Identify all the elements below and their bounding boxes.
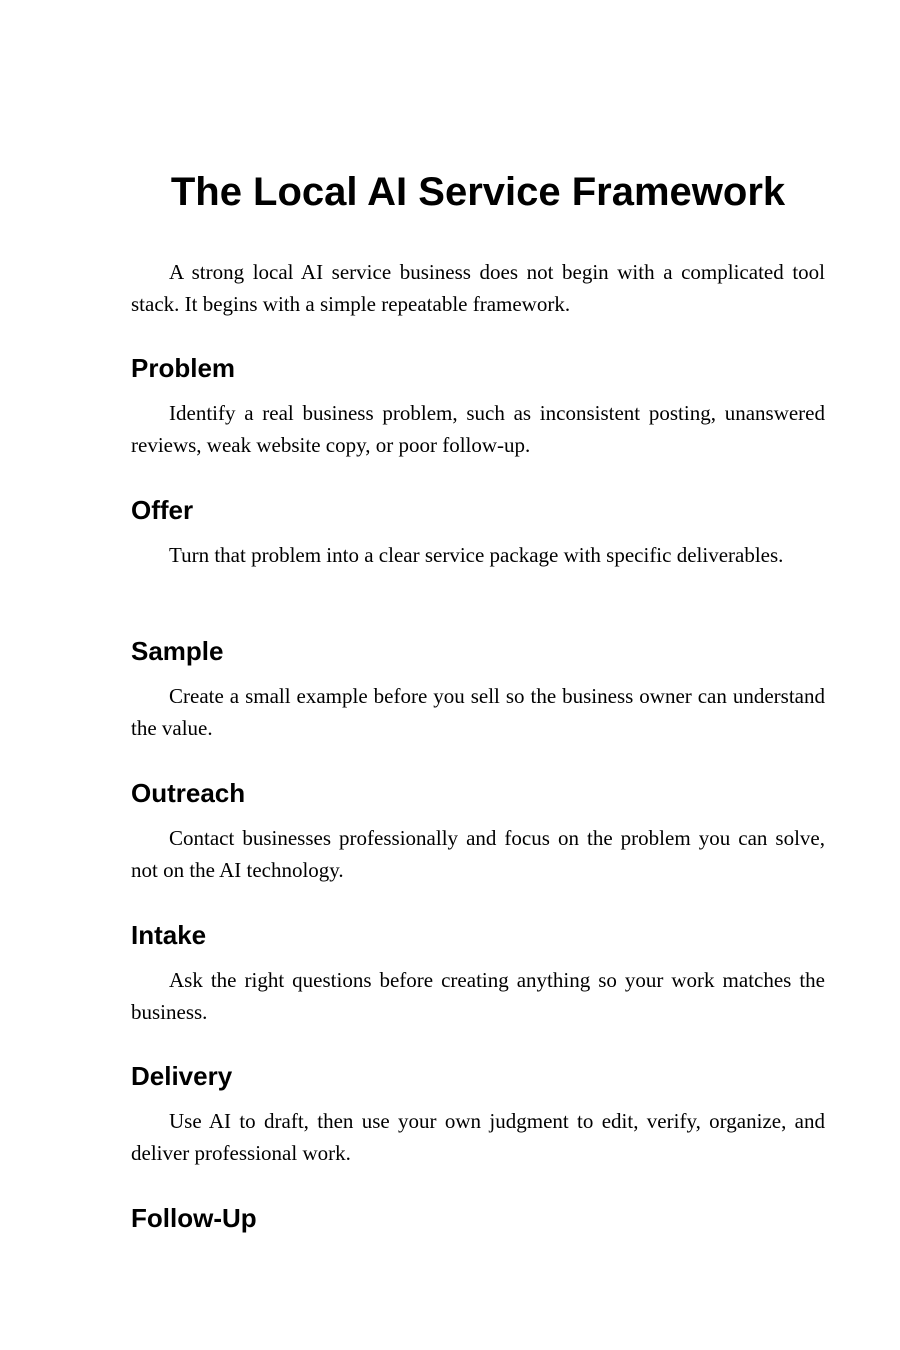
framework-sections: [131, 351, 825, 1343]
section-heading: Sample: [131, 636, 224, 667]
page-title: The Local AI Service Framework: [170, 170, 786, 214]
section-delivery: [131, 1059, 825, 1201]
section-paragraph: Ask the right questions before creating anything so your work matches the business.: [131, 967, 825, 1024]
section-heading: Outreach: [131, 778, 246, 809]
section-paragraph: Contact businesses professionally and focus on the problem you can solve, not on the AI technology.: [131, 826, 825, 883]
intro-paragraph: A strong local AI service business does not begin with a complicated tool stack. It begins with a simple repeatable framework.: [131, 260, 825, 316]
section-heading: Offer: [131, 494, 194, 525]
section-heading: Delivery: [131, 1061, 233, 1092]
section-heading: Problem: [131, 353, 236, 383]
section-problem: [131, 351, 825, 493]
section-sample: [131, 634, 825, 776]
section-outreach: [131, 776, 825, 918]
intro-block: [131, 256, 825, 320]
section-intake: [131, 918, 825, 1060]
section-heading: Intake: [131, 919, 207, 950]
section-paragraph: Create a small example before you sell so the business owner can understand the value.: [131, 684, 825, 741]
section-paragraph: Identify a real business problem, such as inconsistent posting, unanswered reviews, weak website copy, or poor follow-up.: [131, 401, 825, 457]
section-paragraph: Turn that problem into a clear service package with specific deliverables.: [169, 542, 784, 567]
section-heading: Follow-Up: [131, 1203, 257, 1234]
section-paragraph: Use AI to draft, then use your own judgment to edit, verify, organize, and deliver professional work.: [131, 1109, 825, 1166]
section-follow-up: [131, 1201, 825, 1343]
section-offer: [131, 493, 825, 635]
